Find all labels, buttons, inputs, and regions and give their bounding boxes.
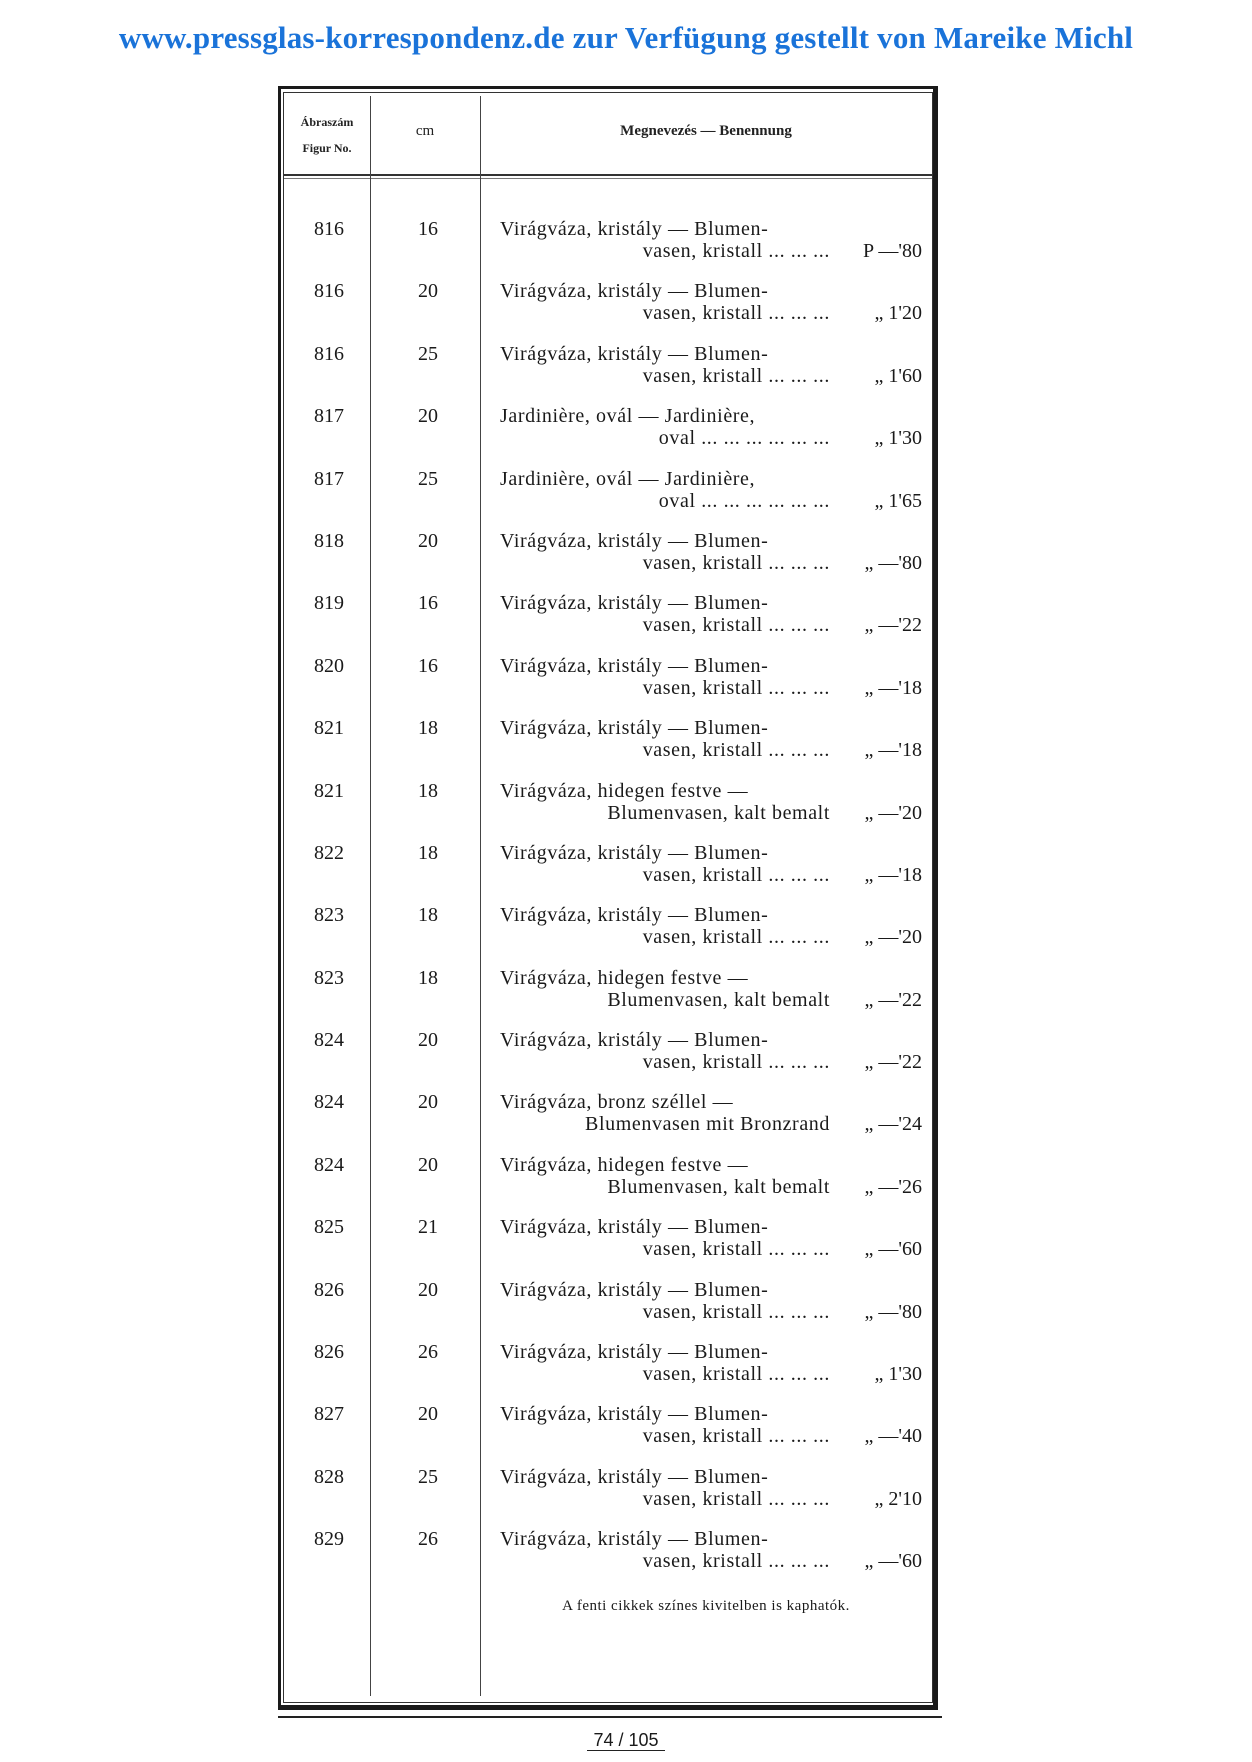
- table-row: [284, 1087, 932, 1149]
- cell-name-line2: vasen, kristall ... ... ...: [642, 1487, 830, 1510]
- cell-price: „ —'80: [864, 1300, 922, 1323]
- footnote: A fenti cikkek színes kivitelben is kaphatók.: [562, 1598, 850, 1614]
- header-link[interactable]: www.pressglas-korrespondenz.de zur Verfügung gestellt von Mareike Michl: [118, 20, 1134, 55]
- cell-figure-no: 824: [314, 1091, 344, 1114]
- cell-name-line2: vasen, kristall ... ... ...: [642, 240, 830, 262]
- cell-figure-no: 817: [314, 467, 344, 490]
- cell-name-line1: Virágváza, kristály — Blumen-: [500, 841, 769, 864]
- cell-figure-no: 816: [314, 280, 344, 303]
- cell-name-line1: Jardinière, ovál — Jardinière,: [500, 405, 756, 428]
- table-row: [284, 651, 932, 713]
- table-row: [284, 713, 932, 775]
- cell-name-line2: Blumenvasen mit Bronzrand: [585, 1113, 830, 1136]
- cell-name-line1: Virágváza, kristály — Blumen-: [500, 218, 769, 240]
- cell-cm: 25: [418, 342, 438, 365]
- table-row: [284, 963, 932, 1025]
- cell-figure-no: 825: [314, 1216, 344, 1239]
- table-row: [284, 276, 932, 338]
- cell-name-line1: Virágváza, kristály — Blumen-: [500, 1403, 769, 1426]
- cell-name-line1: Virágváza, kristály — Blumen-: [500, 654, 769, 677]
- bottom-rule: [278, 1716, 942, 1718]
- table-row: [284, 1275, 932, 1337]
- cell-figure-no: 818: [314, 529, 344, 552]
- cell-figure-no: 816: [314, 342, 344, 365]
- header-divider-thin: [284, 178, 932, 179]
- table-row: [284, 900, 932, 962]
- cell-cm: 20: [418, 280, 438, 303]
- cell-name-line2: vasen, kristall ... ... ...: [642, 1363, 830, 1386]
- cell-figure-no: 822: [314, 841, 344, 864]
- cell-price: „ —'20: [864, 926, 922, 949]
- cell-figure-no: 823: [314, 904, 344, 927]
- cell-figure-no: 820: [314, 654, 344, 677]
- cell-price: „ —'22: [864, 988, 922, 1011]
- cell-name-line2: Blumenvasen, kalt bemalt: [607, 988, 830, 1011]
- cell-name-line1: Virágváza, bronz széllel —: [500, 1091, 734, 1114]
- cell-price: „ —'18: [864, 676, 922, 699]
- cell-name-line2: vasen, kristall ... ... ...: [642, 863, 830, 886]
- cell-price: „ —'80: [864, 551, 922, 574]
- table-row: [284, 1462, 932, 1524]
- cell-figure-no: 828: [314, 1465, 344, 1488]
- page-number: [0, 1730, 1252, 1751]
- cell-cm: 20: [418, 1278, 438, 1301]
- table-row: [284, 1337, 932, 1399]
- cell-name-line2: vasen, kristall ... ... ...: [642, 1300, 830, 1323]
- cell-figure-no: 824: [314, 1153, 344, 1176]
- cell-name-line2: vasen, kristall ... ... ...: [642, 1238, 830, 1261]
- cell-price: „ —'60: [864, 1238, 922, 1261]
- table-row: [284, 214, 932, 276]
- cell-cm: 16: [418, 218, 438, 240]
- table-row: [284, 1399, 932, 1461]
- cell-cm: 18: [418, 966, 438, 989]
- cell-price: „ —'20: [864, 801, 922, 824]
- cell-price: „ 1'20: [874, 302, 922, 325]
- cell-cm: 16: [418, 592, 438, 615]
- table-row: [284, 1524, 932, 1586]
- cell-price: „ 1'65: [874, 489, 922, 512]
- table-row: [284, 1150, 932, 1212]
- cell-figure-no: 826: [314, 1341, 344, 1364]
- cell-name-line2: Blumenvasen, kalt bemalt: [607, 801, 830, 824]
- cell-figure-no: 829: [314, 1528, 344, 1551]
- table-header: [284, 93, 932, 173]
- cell-figure-no: 823: [314, 966, 344, 989]
- cell-figure-no: 817: [314, 405, 344, 428]
- table-row: [284, 588, 932, 650]
- cell-name-line1: Virágváza, kristály — Blumen-: [500, 1341, 769, 1364]
- cell-price: „ —'40: [864, 1425, 922, 1448]
- cell-figure-no: 819: [314, 592, 344, 615]
- column-header-cm: cm: [415, 123, 435, 139]
- table-row: [284, 1025, 932, 1087]
- cell-figure-no: 816: [314, 218, 344, 240]
- cell-cm: 18: [418, 841, 438, 864]
- cell-cm: 25: [418, 1465, 438, 1488]
- cell-cm: 20: [418, 1091, 438, 1114]
- table-row: [284, 401, 932, 463]
- cell-cm: 18: [418, 779, 438, 802]
- table-row: [284, 838, 932, 900]
- cell-name-line2: vasen, kristall ... ... ...: [642, 739, 830, 762]
- cell-name-line1: Virágváza, kristály — Blumen-: [500, 1465, 769, 1488]
- cell-figure-no: 821: [314, 717, 344, 740]
- cell-name-line1: Virágváza, kristály — Blumen-: [500, 904, 769, 927]
- cell-name-line1: Virágváza, hidegen festve —: [500, 1153, 749, 1176]
- cell-name-line2: oval ... ... ... ... ... ...: [658, 489, 830, 512]
- cell-cm: 20: [418, 405, 438, 428]
- cell-name-line1: Virágváza, kristály — Blumen-: [500, 1528, 769, 1551]
- cell-figure-no: 824: [314, 1029, 344, 1052]
- cell-cm: 20: [418, 1403, 438, 1426]
- table-body: [284, 214, 932, 1587]
- column-header-name: Megnevezés — Benennung: [620, 123, 792, 139]
- cell-name-line2: vasen, kristall ... ... ...: [642, 1550, 830, 1573]
- cell-name-line1: Virágváza, kristály — Blumen-: [500, 1216, 769, 1239]
- cell-cm: 21: [418, 1216, 438, 1239]
- cell-price: „ —'22: [864, 614, 922, 637]
- cell-price: „ —'26: [864, 1175, 922, 1198]
- table-row: [284, 1212, 932, 1274]
- cell-name-line1: Virágváza, kristály — Blumen-: [500, 592, 769, 615]
- cell-price: P —'80: [863, 240, 922, 262]
- cell-name-line2: vasen, kristall ... ... ...: [642, 614, 830, 637]
- cell-name-line1: Virágváza, kristály — Blumen-: [500, 280, 769, 303]
- cell-figure-no: 827: [314, 1403, 344, 1426]
- column-header-figure: [284, 109, 370, 161]
- cell-name-line2: vasen, kristall ... ... ...: [642, 551, 830, 574]
- cell-name-line2: Blumenvasen, kalt bemalt: [607, 1175, 830, 1198]
- cell-price: „ —'18: [864, 739, 922, 762]
- cell-price: „ —'60: [864, 1550, 922, 1573]
- cell-price: „ —'24: [864, 1113, 922, 1136]
- cell-name-line2: vasen, kristall ... ... ...: [642, 926, 830, 949]
- cell-name-line1: Jardinière, ovál — Jardinière,: [500, 467, 756, 490]
- cell-name-line1: Virágváza, hidegen festve —: [500, 966, 749, 989]
- table-row: [284, 339, 932, 401]
- cell-name-line2: vasen, kristall ... ... ...: [642, 302, 830, 325]
- cell-cm: 18: [418, 717, 438, 740]
- cell-figure-no: 826: [314, 1278, 344, 1301]
- column-header-figure-hu: Ábraszám: [300, 115, 354, 129]
- cell-name-line2: oval ... ... ... ... ... ...: [658, 427, 830, 450]
- cell-price: „ 1'60: [874, 364, 922, 387]
- header-divider: [284, 174, 932, 176]
- cell-cm: 26: [418, 1341, 438, 1364]
- cell-price: „ 1'30: [874, 1363, 922, 1386]
- table-row: [284, 526, 932, 588]
- cell-name-line1: Virágváza, kristály — Blumen-: [500, 1029, 769, 1052]
- cell-price: „ 2'10: [874, 1487, 922, 1510]
- cell-name-line1: Virágváza, kristály — Blumen-: [500, 529, 769, 552]
- cell-cm: 16: [418, 654, 438, 677]
- cell-cm: 20: [418, 1153, 438, 1176]
- cell-price: „ —'22: [864, 1051, 922, 1074]
- cell-cm: 20: [418, 529, 438, 552]
- cell-name-line1: Virágváza, kristály — Blumen-: [500, 1278, 769, 1301]
- column-header-figure-de: Figur No.: [302, 141, 352, 155]
- page-number-text: 74 / 105: [587, 1730, 664, 1751]
- cell-name-line1: Virágváza, kristály — Blumen-: [500, 717, 769, 740]
- cell-cm: 18: [418, 904, 438, 927]
- cell-name-line2: vasen, kristall ... ... ...: [642, 1051, 830, 1074]
- cell-cm: 20: [418, 1029, 438, 1052]
- cell-figure-no: 821: [314, 779, 344, 802]
- cell-name-line2: vasen, kristall ... ... ...: [642, 364, 830, 387]
- cell-name-line2: vasen, kristall ... ... ...: [642, 676, 830, 699]
- table-row: [284, 464, 932, 526]
- cell-price: „ 1'30: [874, 427, 922, 450]
- table-row: [284, 776, 932, 838]
- cell-name-line1: Virágváza, hidegen festve —: [500, 779, 749, 802]
- cell-name-line2: vasen, kristall ... ... ...: [642, 1425, 830, 1448]
- cell-cm: 25: [418, 467, 438, 490]
- cell-price: „ —'18: [864, 863, 922, 886]
- cell-cm: 26: [418, 1528, 438, 1551]
- cell-name-line1: Virágváza, kristály — Blumen-: [500, 342, 769, 365]
